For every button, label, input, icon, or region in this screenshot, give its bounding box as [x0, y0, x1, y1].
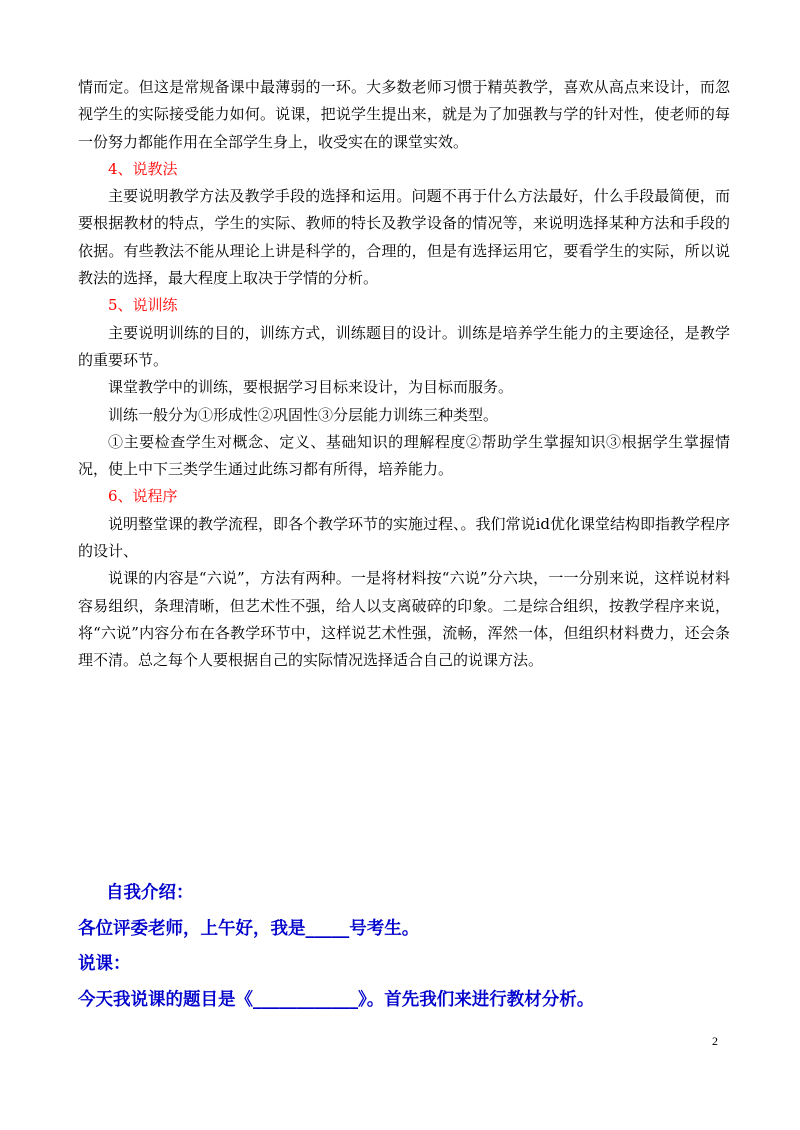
- paragraph-training-details: ①主要检查学生对概念、定义、基础知识的理解程度②帮助学生掌握知识③根据学生掌握情况，使上中下三类学生通过此练习都有所得，培养能力。: [78, 432, 730, 479]
- paragraph-training-purpose: 主要说明训练的目的，训练方式，训练题目的设计。训练是培养学生能力的主要途径，是教学的重要环节。: [78, 323, 730, 369]
- topic-line: 今天我说课的题目是《____________》。首先我们来进行教材分析。: [78, 989, 595, 1010]
- body-text: [78, 74, 730, 675]
- greeting-line: 各位评委老师，上午好，我是_____号考生。: [78, 918, 420, 939]
- paragraph-six-talks: 说课的内容是“六说”，方法有两种。一是将材料按“六说”分六块，一一分别来说，这样说材料容易组织，条理清晰，但艺术性不强，给人以支离破碎的印象。二是综合组织，按教学程序来说，将“六说”内容分布在各教学环节中，这样说艺术性强，流畅，浑然一体，但组织材料费力，还会条理不清。总之每个人要根据自己的实际情况选择适合自己的说课方法。: [78, 569, 730, 670]
- page-number: 2: [712, 1034, 718, 1048]
- talk-label: 说课：: [78, 954, 131, 974]
- paragraph-training-types: 训练一般分为①形成性②巩固性③分层能力训练三种类型。: [108, 405, 499, 424]
- heading-procedure: 6、说程序: [108, 487, 178, 506]
- paragraph-teaching-method: 主要说明教学方法及教学手段的选择和运用。问题不再于什么方法最好，什么手段最简便，而要根据教材的特点，学生的实际、教师的特长及教学设备的情况等，来说明选择某种方法和手段的依据。有些教法不能从理论上讲是科学的，合理的，但是有选择运用它，要看学生的实际，所以说教法的选择，最大程度上取决于学情的分析。: [78, 187, 730, 288]
- self-intro-label: 自我介绍：: [106, 883, 194, 903]
- paragraph-procedure: 说明整堂课的教学流程，即各个教学环节的实施过程、。我们常说id优化课堂结构即指教学程序的设计、: [78, 514, 730, 561]
- paragraph-students-analysis: 情而定。但这是常规备课中最薄弱的一环。大多数老师习惯于精英教学，喜欢从高点来设计，而忽视学生的实际接受能力如何。说课，把说学生提出来，就是为了加强教与学的针对性，使老师的每一份努力都能作用在全部学生身上，收受实在的课堂实效。: [78, 78, 730, 151]
- heading-teaching-method: 4、说教法: [108, 159, 178, 178]
- heading-training: 5、说训练: [108, 296, 178, 315]
- lecture-script: [78, 876, 730, 1018]
- paragraph-training-design: 课堂教学中的训练，要根据学习目标来设计，为目标而服务。: [108, 378, 514, 397]
